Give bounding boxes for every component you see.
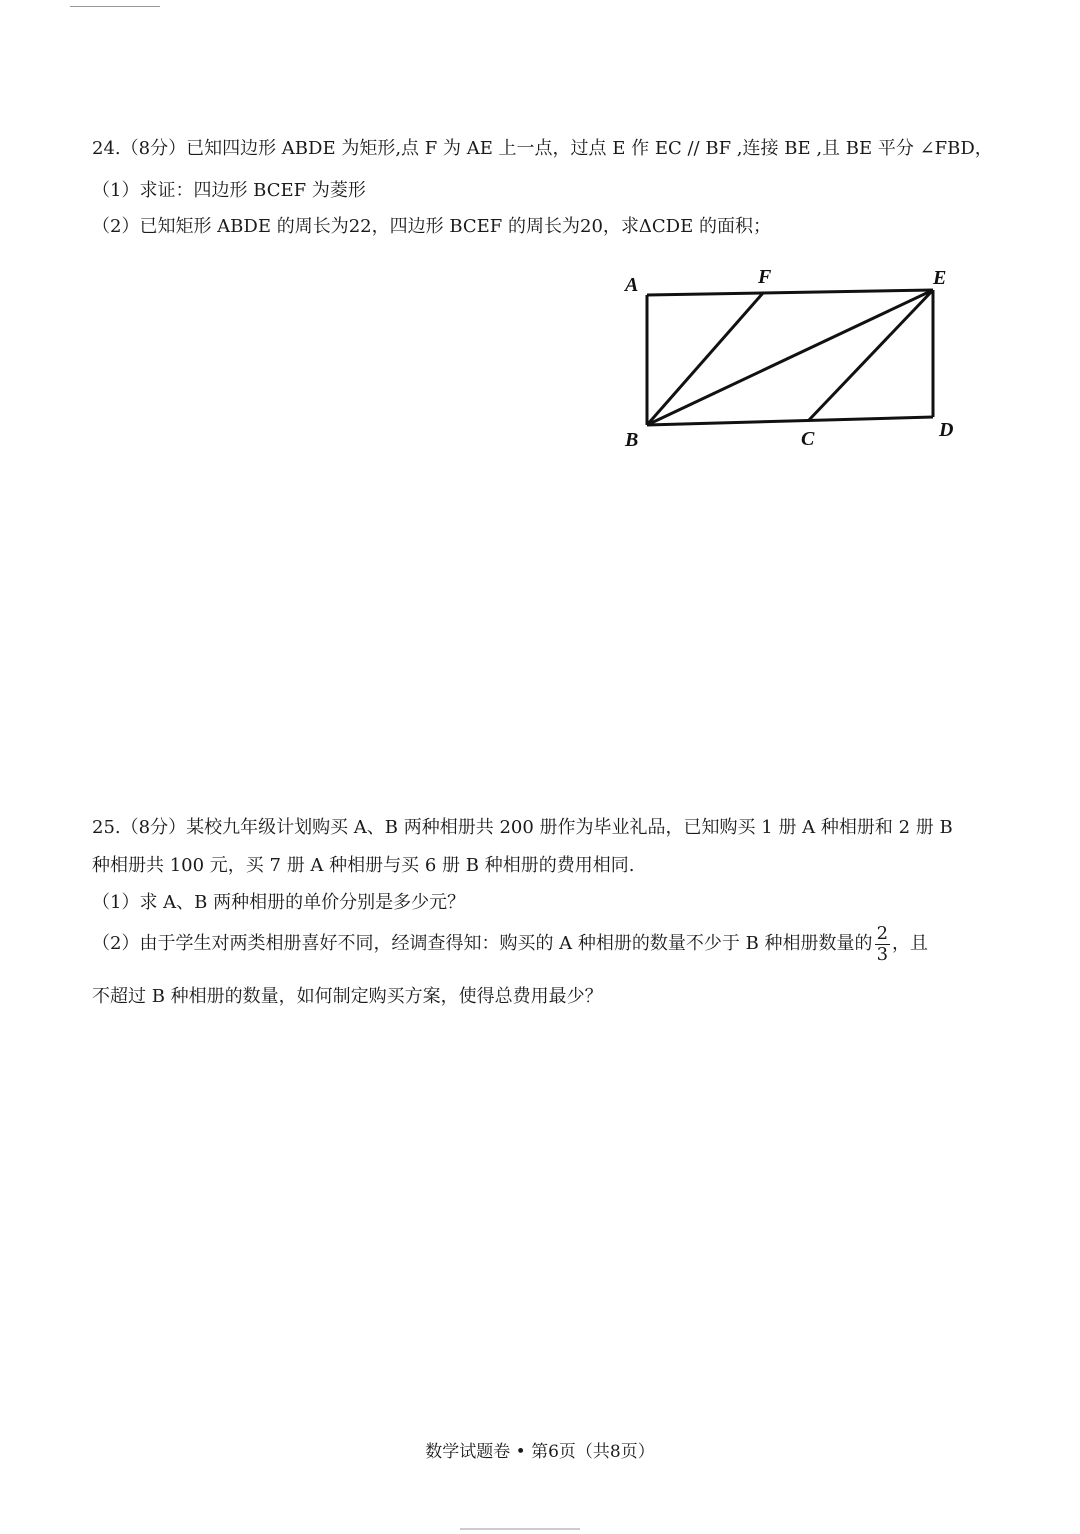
q25-stem-line2: 种相册共 100 元，买 7 册 A 种相册与买 6 册 B 种相册的费用相同. xyxy=(92,855,635,876)
segment-AE xyxy=(647,290,933,295)
segment-EC xyxy=(809,290,933,420)
fraction-denominator: 3 xyxy=(876,943,889,965)
fraction-two-thirds xyxy=(875,924,890,965)
q25-part2-line2: 不超过 B 种相册的数量，如何制定购买方案，使得总费用最少？ xyxy=(92,986,603,1007)
q24-part1: （1）求证：四边形 BCEF 为菱形 xyxy=(92,180,366,201)
label-D: D xyxy=(939,419,954,441)
segment-BD xyxy=(647,417,933,425)
scan-edge-mark xyxy=(70,0,160,7)
q24-stem: 24.（8分）已知四边形 ABDE 为矩形,点 F 为 AE 上一点，过点 E 作 EC // BF ,连接 BE ,且 BE 平分 ∠FBD， xyxy=(92,138,993,159)
segment-BF xyxy=(647,293,763,425)
q25-part1: （1）求 A、B 两种相册的单价分别是多少元？ xyxy=(92,892,466,913)
label-E: E xyxy=(933,267,947,289)
label-A: A xyxy=(625,274,639,296)
q25-part2-text: （2）由于学生对两类相册喜好不同，经调查得知：购买的 A 种相册的数量不少于 B 种相册数量的 xyxy=(92,933,873,954)
page-footer: 数学试题卷 • 第6页（共8页） xyxy=(425,1442,655,1462)
q25-stem-line1: 25.（8分）某校九年级计划购买 A、B 两种相册共 200 册作为毕业礼品，已知购买 1 册 A 种相册和 2 册 B xyxy=(92,817,953,838)
q24-geometry-figure xyxy=(615,262,975,452)
scan-bottom-mark xyxy=(460,1528,580,1530)
q25-part2-tail: ，且 xyxy=(892,933,929,954)
label-F: F xyxy=(758,266,772,288)
segment-BE xyxy=(647,290,933,425)
fraction-numerator: 2 xyxy=(876,922,889,944)
q24-part2: （2）已知矩形 ABDE 的周长为22，四边形 BCEF 的周长为20，求ΔCDE 的面积； xyxy=(92,216,771,237)
q25-part2-line1 xyxy=(92,922,1000,966)
label-B: B xyxy=(625,429,639,451)
label-C: C xyxy=(801,428,815,450)
